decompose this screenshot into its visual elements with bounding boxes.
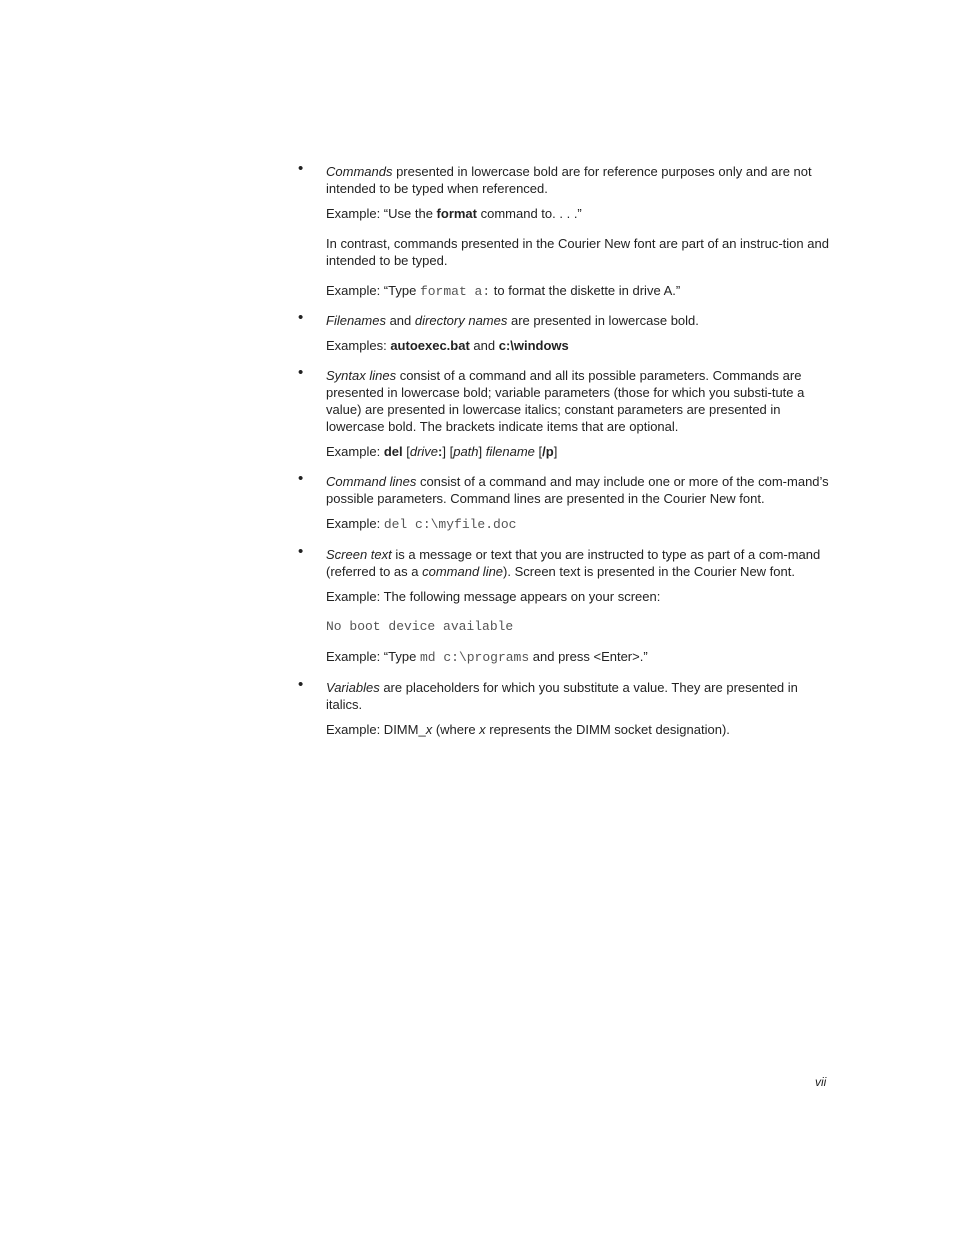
term-screen-text: Screen text — [326, 547, 392, 562]
bullet-icon: • — [298, 364, 304, 381]
example-suffix: command to. . . .” — [477, 206, 582, 221]
term-syntax-lines: Syntax lines — [326, 368, 397, 383]
syntax-description — [326, 367, 832, 435]
commands-description — [326, 163, 832, 197]
bracket: ] — [553, 444, 558, 459]
commands-example-2 — [326, 282, 832, 300]
bullet-icon: • — [298, 309, 304, 326]
variables-example — [326, 721, 832, 738]
variables-description — [326, 679, 832, 713]
example-prefix: Example: “Type — [326, 283, 420, 298]
code-snippet: del c:\myfile.doc — [383, 517, 517, 532]
list-item-variables — [297, 676, 832, 738]
commands-text: presented in lowercase bold are for reference purposes only and are not intended to be typed when referenced. — [326, 164, 812, 196]
example-suffix: to format the diskette in drive A.” — [490, 283, 681, 298]
example-prefix: Example: DIMM_ — [326, 722, 426, 737]
command-lines-description — [326, 473, 832, 507]
bullet-icon: • — [298, 543, 304, 560]
variable-x: x — [479, 722, 486, 737]
example-prefix: Example: — [326, 516, 384, 531]
bold-command: format — [436, 206, 477, 221]
command-lines-text: consist of a command and may include one or more of the com-mand’s possible parameters. Command lines are presented in the Courier New font. — [326, 474, 829, 506]
commands-contrast: In contrast, commands presented in the Courier New font are part of an instruc-tion and intended to be typed. — [326, 236, 829, 268]
example-suffix: represents the DIMM socket designation). — [485, 722, 730, 737]
bracket: ] — [478, 444, 486, 459]
syntax-text: consist of a command and all its possible parameters. Commands are presented in lowercase bold; variable parameters (those for which you substi-tute a value) are presented in lowercase italics; constant parameters are presented in lowercase bold. The brackets indicate items that are optional. — [326, 368, 805, 434]
code-snippet: md c:\programs — [419, 650, 530, 665]
code-snippet: format a: — [419, 284, 491, 299]
switch-p: /p — [542, 444, 554, 459]
example-middle: (where — [432, 722, 480, 737]
screen-text-part2: ). Screen text is presented in the Courier New font. — [503, 564, 795, 579]
bullet-icon: • — [298, 676, 304, 693]
command-lines-example — [326, 515, 832, 533]
screen-text-description — [326, 546, 832, 580]
bold-command: del — [383, 444, 403, 459]
term-commands: Commands — [326, 164, 393, 179]
param-filename: filename — [485, 444, 535, 459]
term-directory-names: directory names — [414, 313, 508, 328]
param-drive: drive — [409, 444, 439, 459]
list-item-commands — [297, 160, 832, 300]
example-prefix: Example: “Type — [326, 649, 420, 664]
bold-directory: c:\windows — [498, 338, 569, 353]
example-prefix: Example: — [326, 444, 384, 459]
screen-text-example-2 — [326, 648, 832, 666]
bracket: [ — [402, 444, 410, 459]
screen-text-example-1: Example: The following message appears on your screen: — [326, 589, 661, 604]
page-number: vii — [815, 1075, 827, 1089]
term-variables: Variables — [326, 680, 380, 695]
variables-text: are placeholders for which you substitute a value. They are presented in italics. — [326, 680, 798, 712]
bold-filename: autoexec.bat — [390, 338, 470, 353]
example-prefix: Examples: — [326, 338, 391, 353]
bullet-icon: • — [298, 470, 304, 487]
conventions-list — [297, 160, 832, 738]
colon: : — [438, 444, 443, 459]
example-prefix: Example: “Use the — [326, 206, 437, 221]
bracket: ] [ — [442, 444, 454, 459]
filenames-example — [326, 337, 832, 354]
list-item-filenames — [297, 309, 832, 354]
commands-example-1 — [326, 205, 832, 222]
screen-text-part1: is a message or text that you are instructed to type as part of a com-mand (referred to as a — [326, 547, 821, 579]
term-filenames: Filenames — [326, 313, 386, 328]
example-suffix: and press <Enter>.” — [529, 649, 648, 664]
bracket: [ — [534, 444, 543, 459]
param-path: path — [453, 444, 479, 459]
filenames-description — [326, 312, 832, 329]
filenames-text: are presented in lowercase bold. — [507, 313, 699, 328]
screen-message: No boot device available — [326, 619, 514, 634]
list-item-syntax-lines — [297, 364, 832, 460]
conjunction: and — [385, 313, 415, 328]
list-item-command-lines — [297, 470, 832, 533]
term-command-line: command line — [422, 564, 504, 579]
list-item-screen-text — [297, 543, 832, 666]
bullet-icon: • — [298, 160, 304, 177]
variable-x: x — [425, 722, 433, 737]
syntax-example — [326, 443, 832, 460]
conjunction: and — [469, 338, 499, 353]
term-command-lines: Command lines — [326, 474, 417, 489]
